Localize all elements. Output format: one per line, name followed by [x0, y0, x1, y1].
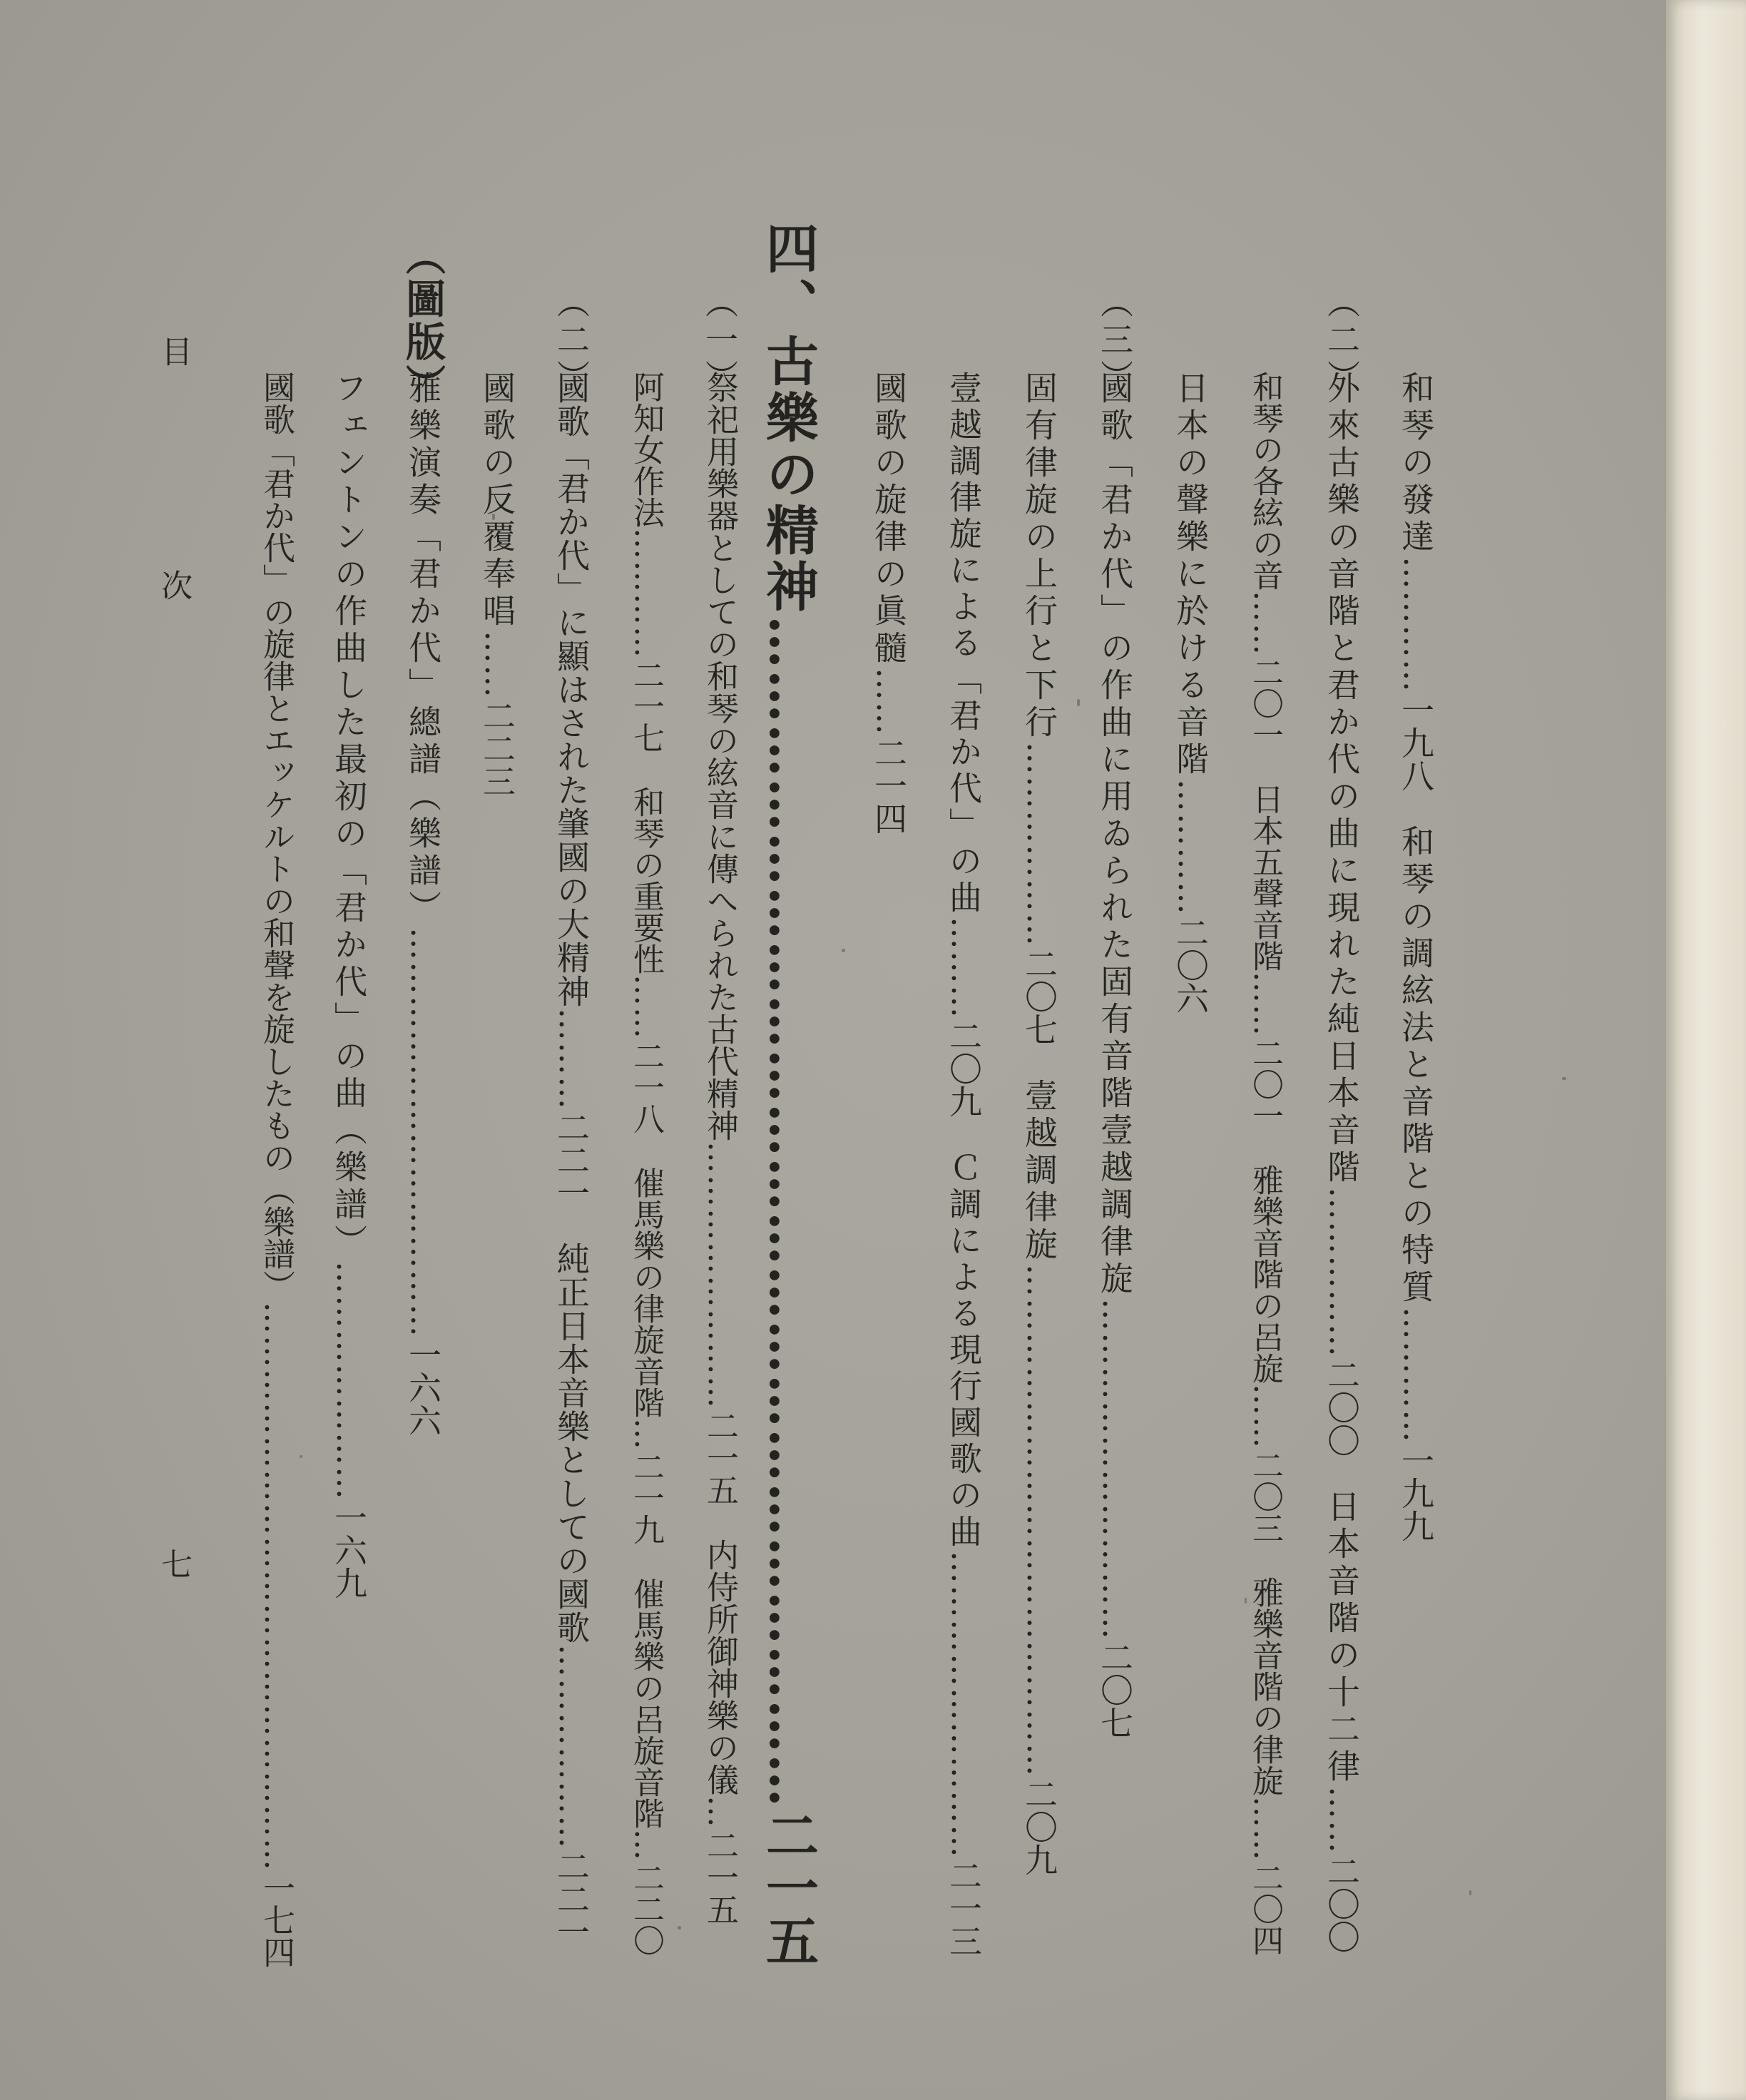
paper-fleck: [1077, 699, 1080, 706]
running-head-column: [143, 0, 204, 2100]
toc-entry-line: [541, 371, 602, 1948]
entry-page-number: 一九八: [1397, 693, 1435, 792]
entry-title: 壹越調律旋による「君か代」の曲: [944, 371, 983, 917]
entry-page-number: 二〇九: [1020, 1778, 1058, 1876]
entry-title: 催馬樂の呂旋音階: [628, 1578, 664, 1829]
entry-page-number: 二一九: [628, 1451, 664, 1545]
entry-page-number: 二〇六: [1171, 916, 1210, 1014]
leader-dots: …………: [1397, 556, 1435, 693]
entry-title: 外來古樂の音階と君か代の曲に現れた純日本音階: [1322, 371, 1361, 1187]
entry-title: 純正日本音樂としての國歌: [552, 1242, 591, 1644]
entry-title: フェントンの作曲した最初の「君か代」の曲（樂譜）: [330, 371, 368, 1261]
toc-column: [318, 0, 379, 2100]
entry-title: 國歌の旋律の眞髓: [869, 371, 908, 668]
toc-entry-line: [615, 371, 676, 1956]
entry-title: 雅樂音階の呂旋: [1247, 1164, 1283, 1384]
entry-page-number: 二一四: [869, 736, 908, 835]
paper-fleck: [1562, 1077, 1566, 1080]
section-marker: （一）: [700, 285, 739, 397]
paper-fleck: [1469, 1890, 1471, 1895]
entry-page-number: 二〇七: [1096, 1641, 1134, 1739]
leader-dots: …………: [1397, 1307, 1435, 1444]
leader-dots: ……: [1247, 972, 1283, 1037]
leader-dots: ………………: [1020, 742, 1058, 947]
toc-entry-line: [1160, 371, 1221, 1014]
toc-column: [392, 0, 454, 2100]
toc-entry-line: [1084, 371, 1145, 1739]
toc-column: [1160, 0, 1221, 2100]
entry-page-number: 二二三: [478, 699, 516, 797]
paper-fleck: [678, 1926, 681, 1930]
leader-dots: …………: [1171, 779, 1210, 916]
entry-page-number: 二一五: [757, 1808, 819, 1967]
entry-title: 阿知女作法: [628, 371, 664, 528]
toc-column: [245, 0, 307, 2100]
leader-dots: …………: [628, 528, 664, 659]
toc-column: [858, 0, 919, 2100]
toc-column: [1385, 0, 1446, 2100]
leader-dots: ……: [1247, 1796, 1283, 1862]
toc-entry-line: [392, 371, 454, 1437]
entry-page-number: 一九九: [1397, 1444, 1435, 1542]
entry-title: 固有律旋の上行と下行: [1020, 371, 1058, 742]
entry-page-number: 二〇四: [1247, 1862, 1283, 1956]
leader-dots: ………: [944, 917, 983, 1019]
entry-page-number: 二一八: [628, 1040, 664, 1134]
entry-title: 國歌「君か代」に顯はされた肇國の大精神: [552, 371, 591, 1008]
leader-dots: ……………………………………………: [257, 1302, 295, 1872]
entry-page-number: 一七四: [257, 1872, 295, 1968]
leader-dots: ………………………………………: [1020, 1264, 1058, 1778]
leader-dots: ……: [1322, 1786, 1361, 1855]
entry-title: 和琴の調絃法と音階との特質: [1397, 825, 1435, 1307]
entry-page-number: 二〇九: [944, 1019, 983, 1118]
leader-dots: ………………………………: [404, 927, 442, 1338]
entry-page-number: 二〇〇: [1322, 1855, 1361, 1953]
leader-dots: …: [701, 1795, 739, 1829]
toc-entry-line: [318, 371, 379, 1599]
entry-page-number: 二〇一: [1247, 1037, 1283, 1131]
entry-title: 國歌「君か代」の作曲に用ゐられた固有音階壹越調律旋: [1096, 371, 1134, 1298]
entry-title: 國歌の反覆奉唱: [478, 371, 516, 631]
entry-title: 祭祀用樂器としての和琴の絃音に傳へられた古代精神: [701, 371, 739, 1141]
entry-page-number: 二〇七: [1020, 947, 1058, 1046]
entry-page-number: 二〇三: [1247, 1449, 1283, 1544]
running-head: 目 次: [155, 335, 192, 686]
leader-dots: ……………: [1322, 1187, 1361, 1358]
leader-dots: ……: [628, 974, 664, 1040]
entry-title: 國歌「君か代」の旋律とエッケルトの和聲を旋したもの（樂譜）: [257, 371, 295, 1302]
toc-heading-column: [757, 0, 819, 2100]
entry-title: 内侍所御神樂の儀: [701, 1539, 739, 1795]
entry-page-number: 二〇一: [1247, 656, 1283, 750]
toc-column: [1084, 0, 1145, 2100]
leader-dots: ………………………: [944, 1551, 983, 1859]
section-marker: （三）: [1096, 285, 1134, 397]
leader-dots: ……………………: [701, 1141, 739, 1410]
next-page-edge: [1666, 0, 1746, 2100]
toc-entry-line: [1311, 371, 1372, 1953]
toc-entry-line: [1009, 371, 1070, 1876]
chapter-heading: [757, 221, 819, 1967]
entry-title: 和琴の重要性: [628, 786, 664, 974]
toc-entry-line: [933, 371, 994, 1957]
leader-dots: ……: [1247, 591, 1283, 656]
toc-column: [1234, 0, 1295, 2100]
toc-entry-line: [689, 371, 750, 1925]
leader-dots: ………: [552, 1008, 591, 1111]
entry-page-number: 二二一: [552, 1850, 591, 1948]
toc-column: [541, 0, 602, 2100]
paper-fleck: [842, 949, 845, 952]
entry-title: 雅樂演奏「君か代」總譜（樂譜）: [404, 371, 442, 927]
leader-dots: ……: [1247, 1384, 1283, 1449]
toc-entry-line: [858, 371, 919, 835]
toc-column: [933, 0, 994, 2100]
entry-page-number: 二一七: [628, 659, 664, 753]
leader-dots: …: [628, 1829, 664, 1862]
entry-page-number: 二二〇: [628, 1862, 664, 1956]
toc-column: [1009, 0, 1070, 2100]
leader-dots: …………………………: [1096, 1298, 1134, 1641]
entry-title: 日本の聲樂に於ける音階: [1171, 371, 1210, 779]
leader-dots: ………………: [552, 1644, 591, 1850]
entry-page-number: 二二一: [552, 1111, 591, 1209]
entry-title: 日本五聲音階: [1247, 783, 1283, 972]
section-marker: （二）: [1322, 285, 1361, 397]
toc-column: [466, 0, 528, 2100]
entry-page-number: 一六六: [404, 1338, 442, 1437]
leader-dots: ……: [478, 631, 516, 699]
toc-entry-line: [245, 371, 307, 1968]
entry-title: 四、古樂の精神: [757, 221, 819, 616]
toc-entry-line: [466, 371, 528, 797]
entry-title: 壹越調律旋: [1020, 1079, 1058, 1264]
leader-dots: …: [628, 1418, 664, 1451]
leader-dots: …………………: [330, 1261, 368, 1501]
entry-title: 雅樂音階の律旋: [1247, 1576, 1283, 1796]
entry-page-number: 二一五: [701, 1829, 739, 1925]
leader-dots: ……: [869, 668, 908, 736]
entry-title: 和琴の各絃の音: [1247, 371, 1283, 591]
toc-column: [1311, 0, 1372, 2100]
leader-dots: …………………………………………………………: [757, 616, 819, 1808]
toc-entry-line: [1385, 371, 1446, 1542]
entry-page-number: 二一三: [944, 1859, 983, 1957]
entry-title: 日本音階の十二律: [1322, 1489, 1361, 1786]
entry-title: Ｃ調による現行國歌の曲: [944, 1151, 983, 1551]
entry-title: 催馬樂の律旋音階: [628, 1167, 664, 1418]
entry-page-number: 二〇〇: [1322, 1358, 1361, 1457]
toc-column: [689, 0, 750, 2100]
entry-title: 和琴の發達: [1397, 371, 1435, 556]
entry-page-number: 一六九: [330, 1501, 368, 1599]
plates-heading: （圖版）: [399, 235, 446, 407]
toc-column: [615, 0, 676, 2100]
section-marker: （二）: [552, 285, 591, 397]
toc-entry-line: [1234, 371, 1295, 1956]
entry-page-number: 二一五: [701, 1410, 739, 1506]
page-number: 七: [155, 1548, 192, 1584]
